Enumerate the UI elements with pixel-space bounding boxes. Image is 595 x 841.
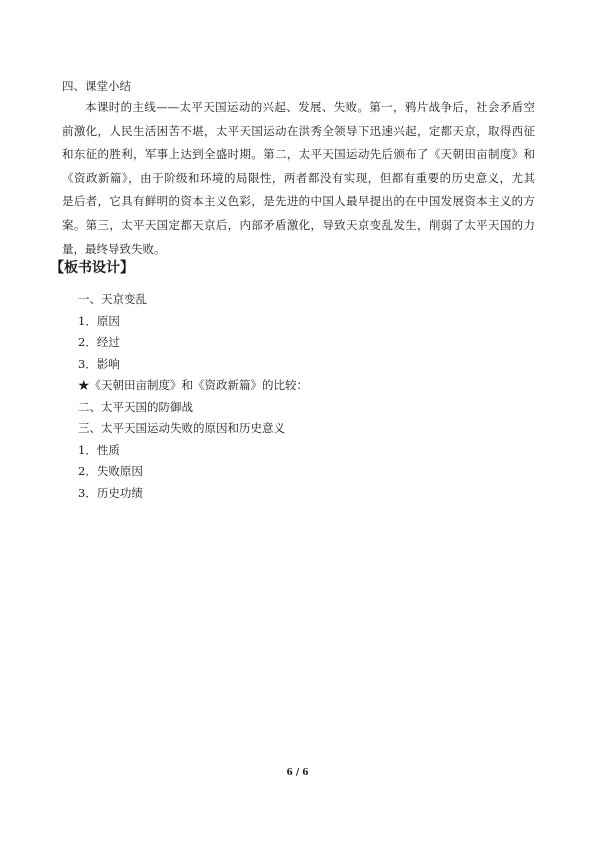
outline-item: 3．历史功绩 (78, 485, 143, 500)
page-number: 6 / 6 (286, 768, 309, 778)
outline-item: 三、太平天国运动失败的原因和历史意义 (78, 421, 285, 435)
outline-item: 二、太平天国的防御战 (78, 399, 193, 414)
outline-item: ★《天朝田亩制度》和《资政新篇》的比较： (78, 378, 308, 392)
paragraph-line: 是后者，它具有鲜明的资本主义色彩，是先进的中国人最早提出的在中国发展资本主义的方 (62, 194, 535, 209)
outline-item: 1．原因 (78, 313, 120, 328)
summary-paragraph (62, 99, 535, 264)
paragraph-line: 和东征的胜利，军事上达到全盛时期。第二，太平天国运动先后颁布了《天朝田亩制度》和 (62, 147, 535, 162)
outline-item: 2．失败原因 (78, 464, 143, 478)
outline-item: 2．经过 (78, 335, 120, 349)
outline-item: 3．影响 (78, 356, 120, 371)
paragraph-line: 本课时的主线——太平天国运动的兴起、发展、失败。第一，鸦片战争后，社会矛盾空 (85, 100, 535, 114)
paragraph-line: 前激化，人民生活困苦不堪，太平天国运动在洪秀全领导下迅速兴起，定都天京，取得西征 (62, 123, 535, 138)
paragraph-line: 量，最终导致失败。 (62, 241, 166, 256)
paragraph-line: 案。第三，太平天国定都天京后，内部矛盾激化，导致天京变乱发生，削弱了太平天国的力 (62, 217, 535, 232)
board-outline (78, 291, 308, 506)
paragraph-line: 《资政新篇》，由于阶级和环境的局限性，两者都没有实现，但都有重要的历史意义，尤其 (62, 170, 535, 185)
section-heading-summary: 四、课堂小结 (62, 79, 131, 93)
board-design-title: 【板书设计】 (50, 260, 134, 276)
outline-item: 1．性质 (78, 442, 120, 457)
outline-item: 一、天京变乱 (78, 292, 147, 306)
